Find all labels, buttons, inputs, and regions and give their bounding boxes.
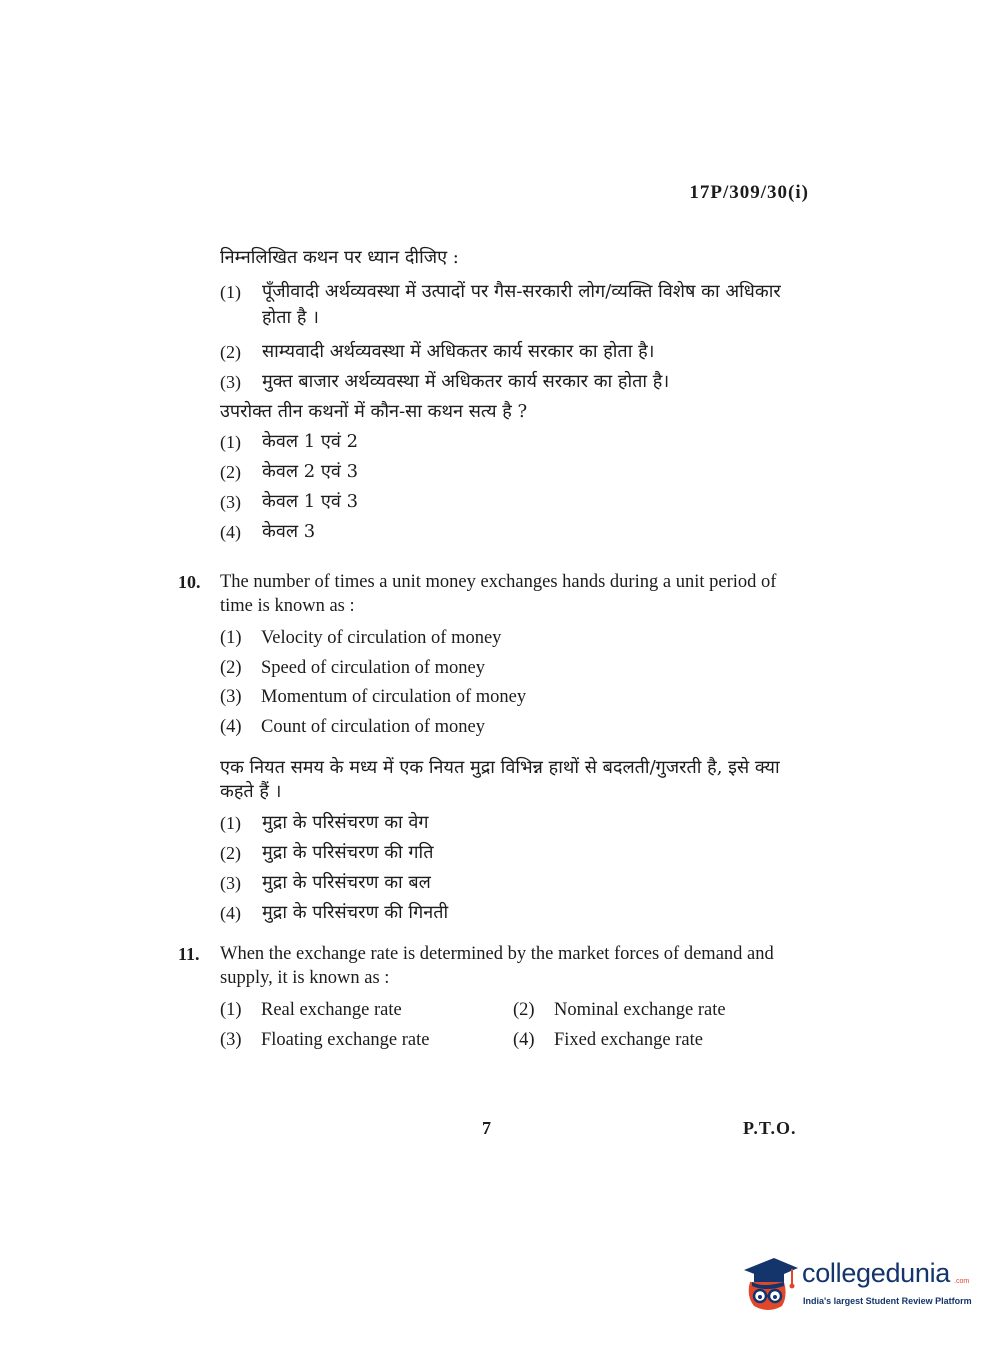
q10-hindi-option-2-number: (2) xyxy=(220,843,241,863)
q10-hindi-option-3 xyxy=(220,868,808,898)
brand-tagline: India's largest Student Review Platform xyxy=(803,1296,972,1306)
question-10-body xyxy=(220,570,808,928)
q9-hindi-block xyxy=(220,243,810,547)
paper-code: 17P/309/30(i) xyxy=(689,182,809,203)
q9-statement-3-text: मुक्त बाजार अर्थव्यवस्था में अधिकतर कार्य सरकार का होता है। xyxy=(262,371,670,392)
q10-option-2 xyxy=(220,654,808,684)
q9-option-3 xyxy=(220,487,810,517)
student-mascot-icon xyxy=(740,1252,800,1314)
q10-option-1-number: (1) xyxy=(220,628,242,648)
q9-intro: निम्नलिखित कथन पर ध्यान दीजिए : xyxy=(220,247,459,268)
q9-option-2-text: केवल 2 एवं 3 xyxy=(262,461,359,482)
q10-hindi-option-2-text: मुद्रा के परिसंचरण की गति xyxy=(262,842,434,863)
q9-option-4-text: केवल 3 xyxy=(262,521,316,542)
q10-hindi-option-4-text: मुद्रा के परिसंचरण की गिनती xyxy=(262,902,449,923)
q11-option-3-text: Floating exchange rate xyxy=(261,1029,430,1050)
q9-statement-1-number: (1) xyxy=(220,282,241,302)
question-11-text: When the exchange rate is determined by the market forces of demand and supply, it is known as : xyxy=(220,944,774,988)
q11-options xyxy=(220,996,808,1055)
q10-hindi-option-3-text: मुद्रा के परिसंचरण का बल xyxy=(262,872,431,893)
q10-hindi-option-1-number: (1) xyxy=(220,813,241,833)
q10-option-1 xyxy=(220,624,808,654)
q11-option-3 xyxy=(220,1026,513,1056)
q9-option-3-text: केवल 1 एवं 3 xyxy=(262,491,359,512)
pto-label: P.T.O. xyxy=(743,1118,797,1138)
q11-option-2-number: (2) xyxy=(513,1000,535,1020)
q11-option-1 xyxy=(220,996,513,1026)
q11-option-1-text: Real exchange rate xyxy=(261,1000,402,1020)
q10-option-3 xyxy=(220,683,808,713)
q9-option-1-number: (1) xyxy=(220,432,241,452)
q10-hindi-option-4 xyxy=(220,898,808,928)
q11-option-4-number: (4) xyxy=(513,1029,535,1050)
q10-hindi-option-1-text: मुद्रा के परिसंचरण का वेग xyxy=(262,812,429,833)
q10-hindi-option-4-number: (4) xyxy=(220,903,241,923)
q10-option-3-number: (3) xyxy=(220,687,242,707)
q11-option-1-number: (1) xyxy=(220,1000,242,1020)
brand-name: collegedunia xyxy=(802,1258,951,1288)
q9-statement-3-number: (3) xyxy=(220,372,241,392)
q9-option-2-number: (2) xyxy=(220,462,241,482)
question-11-body xyxy=(220,942,808,1055)
question-10-text: The number of times a unit money exchanges hands during a unit period of time is known as : xyxy=(220,572,777,616)
q10-option-1-text: Velocity of circulation of money xyxy=(261,628,502,648)
q9-option-4-number: (4) xyxy=(220,522,241,542)
q10-option-2-number: (2) xyxy=(220,657,242,678)
q9-option-3-number: (3) xyxy=(220,492,241,512)
q11-option-4 xyxy=(513,1026,793,1056)
q11-option-2-text: Nominal exchange rate xyxy=(554,1000,726,1020)
q10-option-4 xyxy=(220,713,808,743)
question-10-hindi-text: एक नियत समय के मध्य में एक नियत मुद्रा विभिन्न हाथों से बदलती/गुजरती है, इसे क्या कहते हैं । xyxy=(220,757,780,802)
q9-option-1 xyxy=(220,427,810,457)
q10-hindi-option-2 xyxy=(220,838,808,868)
q9-option-1-text: केवल 1 एवं 2 xyxy=(262,431,359,452)
q9-statement-2-text: साम्यवादी अर्थव्यवस्था में अधिकतर कार्य सरकार का होता है। xyxy=(262,341,655,362)
q9-statement-2-number: (2) xyxy=(220,342,241,362)
collegedunia-watermark xyxy=(740,1248,970,1318)
question-10-hindi xyxy=(220,756,808,928)
q10-option-3-text: Momentum of circulation of money xyxy=(261,687,527,707)
q10-hindi-option-3-number: (3) xyxy=(220,873,241,893)
page-number: 7 xyxy=(482,1118,491,1138)
q10-hindi-option-1 xyxy=(220,808,808,838)
q9-statement-1-text: पूँजीवादी अर्थव्यवस्था में उत्पादों पर गैस-सरकारी लोग/व्यक्ति विशेष का अधिकार होता है । xyxy=(262,281,781,328)
q11-option-3-number: (3) xyxy=(220,1029,242,1050)
question-10-number: 10. xyxy=(178,572,201,592)
question-11-number: 11. xyxy=(178,944,200,964)
question-11 xyxy=(178,942,808,1055)
question-10 xyxy=(178,570,808,928)
q9-statement-2 xyxy=(220,337,810,367)
q11-option-4-text: Fixed exchange rate xyxy=(554,1029,703,1050)
q11-option-2 xyxy=(513,996,793,1026)
q10-option-4-number: (4) xyxy=(220,716,242,737)
brand-suffix: .com xyxy=(954,1278,970,1285)
q9-option-4 xyxy=(220,517,810,547)
q10-option-2-text: Speed of circulation of money xyxy=(261,657,485,678)
q9-option-2 xyxy=(220,457,810,487)
q9-question: उपरोक्त तीन कथनों में कौन-सा कथन सत्य है ? xyxy=(220,401,528,422)
q9-statement-1 xyxy=(220,277,810,331)
q9-statement-3 xyxy=(220,367,810,397)
q10-option-4-text: Count of circulation of money xyxy=(261,716,486,737)
